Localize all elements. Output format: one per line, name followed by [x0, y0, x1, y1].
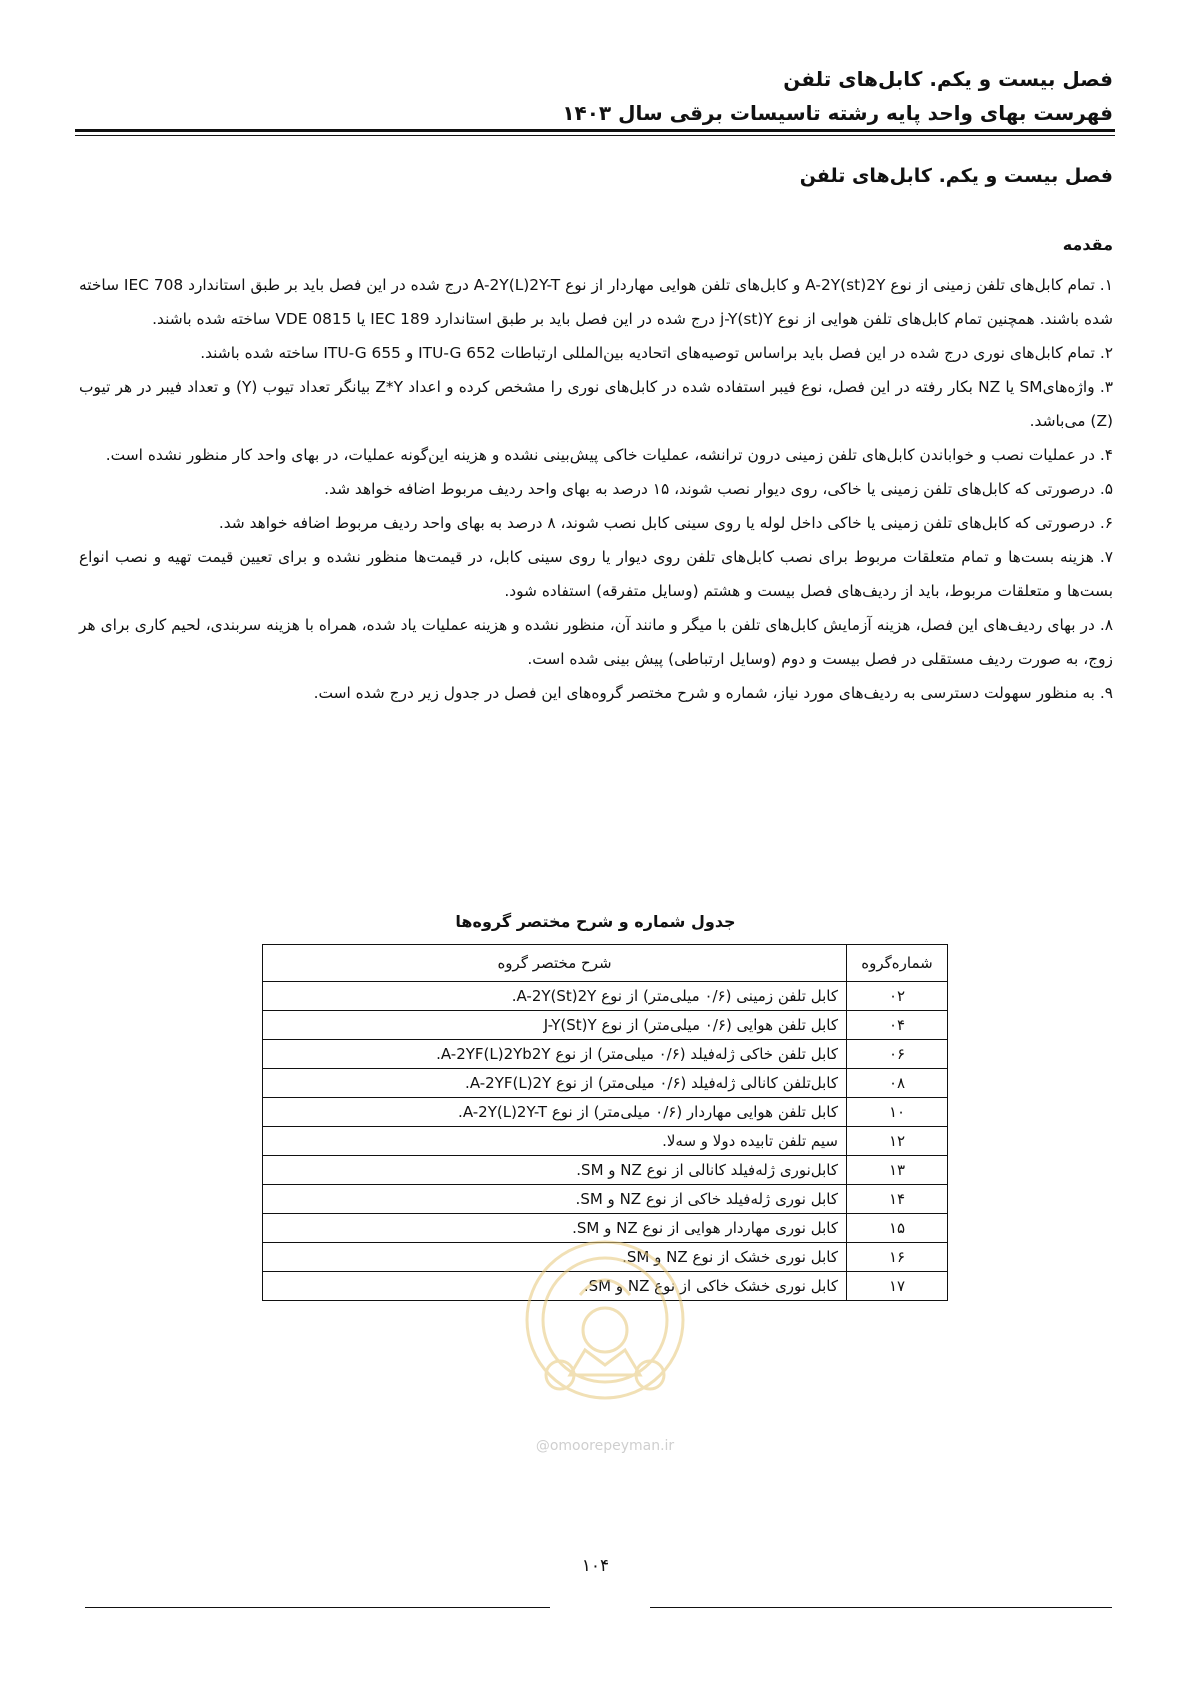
group-description: کابل تلفن خاکی ژله‌فیلد (۰/۶ میلی‌متر) از نوع A-2YF(L)2Yb2Y. [263, 1040, 847, 1069]
group-number: ۱۵ [847, 1214, 948, 1243]
paragraph-2: ۲. تمام کابل‌های نوری درج شده در این فصل باید براساس توصیه‌های اتحادیه بین‌المللی ارتباطات ITU-G 652 و ITU-G 655 ساخته شده باشند. [200, 344, 1113, 362]
header-rule-thick [75, 129, 1115, 132]
table-row [263, 982, 948, 1011]
group-description: کابل نوری ژله‌فیلد خاکی از نوع NZ و SM. [263, 1185, 847, 1214]
group-number: ۱۴ [847, 1185, 948, 1214]
table-row [263, 1185, 948, 1214]
group-number: ۰۲ [847, 982, 948, 1011]
group-description: کابل‌نوری ژله‌فیلد کانالی از نوع NZ و SM. [263, 1156, 847, 1185]
group-description: کابل تلفن هوایی (۰/۶ میلی‌متر) از نوع J-Y(St)Y [263, 1011, 847, 1040]
group-number: ۱۷ [847, 1272, 948, 1301]
paragraph-4: ۴. در عملیات نصب و خواباندن کابل‌های تلفن زمینی درون ترانشه، عملیات خاکی پیش‌بینی نشده و هزینه این‌گونه عملیات، در بهای واحد کار منظور نشده است. [105, 446, 1113, 464]
footer-rule-right [650, 1607, 1112, 1608]
table-row [263, 1040, 948, 1069]
group-description: کابل تلفن زمینی (۰/۶ میلی‌متر) از نوع A-2Y(St)2Y. [263, 982, 847, 1011]
table-row [263, 1272, 948, 1301]
paragraph-6: ۶. درصورتی که کابل‌های تلفن زمینی یا خاکی داخل لوله یا روی سینی کابل نصب شوند، ۸ درصد به بهای واحد ردیف مربوط اضافه خواهد شد. [218, 514, 1113, 532]
table-row [263, 1098, 948, 1127]
group-number: ۱۶ [847, 1243, 948, 1272]
group-number: ۰۶ [847, 1040, 948, 1069]
page-number: ۱۰۴ [581, 1556, 610, 1576]
group-description: کابل‌تلفن کانالی ژله‌فیلد (۰/۶ میلی‌متر) از نوع A-2YF(L)2Y. [263, 1069, 847, 1098]
table-row [263, 1127, 948, 1156]
header-rule-thin [75, 135, 1115, 136]
group-number: ۱۳ [847, 1156, 948, 1185]
group-description: کابل تلفن هوایی مهاردار (۰/۶ میلی‌متر) از نوع A-2Y(L)2Y-T. [263, 1098, 847, 1127]
watermark-text: @omoorepeyman.ir [535, 1438, 675, 1454]
paragraph-9: ۹. به منظور سهولت دسترسی به ردیف‌های مورد نیاز، شماره و شرح مختصر گروه‌های این فصل در جدول زیر درج شده است. [313, 684, 1113, 702]
group-description: کابل نوری خشک از نوع NZ و SM. [263, 1243, 847, 1272]
groups-table [262, 944, 948, 1301]
paragraph-8: ۸. در بهای ردیف‌های این فصل، هزینه آزمایش کابل‌های تلفن با میگر و مانند آن، منظور نشده و هزینه عملیات یاد شده، همراه با هزینه سربندی، لحیم کاری برای هر زوج، به صورت ردیف مستقلی در فصل بیست و دوم (وسایل ارتباطی) پیش بینی شده است. [79, 616, 1113, 668]
table-row [263, 1069, 948, 1098]
group-number: ۱۲ [847, 1127, 948, 1156]
table-row [263, 1243, 948, 1272]
table-header-row [263, 945, 948, 982]
group-description: کابل نوری مهاردار هوایی از نوع NZ و SM. [263, 1214, 847, 1243]
paragraph-7: ۷. هزینه بست‌ها و تمام متعلقات مربوط برای نصب کابل‌های تلفن روی دیوار یا روی سینی کابل، در قیمت‌ها منظور نشده و برای تعیین قیمت تهیه و نصب انواع بست‌ها و متعلقات مربوط، باید از ردیف‌های فصل بیست و هشتم (وسایل متفرقه) استفاده شود. [79, 548, 1113, 600]
table-row [263, 1156, 948, 1185]
footer-rule-left [85, 1607, 550, 1608]
chapter-title: فصل بیست و یکم. کابل‌های تلفن [799, 165, 1113, 187]
table-title: جدول شماره و شرح مختصر گروه‌ها [455, 912, 736, 931]
group-number: ۰۴ [847, 1011, 948, 1040]
column-header-description: شرح مختصر گروه [263, 945, 847, 982]
header-chapter-line: فصل بیست و یکم. کابل‌های تلفن [783, 67, 1113, 91]
group-description: کابل نوری خشک خاکی از نوع NZ و SM. [263, 1272, 847, 1301]
column-header-number: شماره‌گروه [847, 945, 948, 982]
intro-body [79, 268, 1113, 710]
group-number: ۱۰ [847, 1098, 948, 1127]
paragraph-3: ۳. واژه‌هایSM یا NZ بکار رفته در این فصل، نوع فیبر استفاده شده در کابل‌های نوری را مشخص کرده و اعداد Z*Y بیانگر تعداد تیوب (Y) و تعداد فیبر در هر تیوب (Z) می‌باشد. [79, 378, 1114, 430]
group-number: ۰۸ [847, 1069, 948, 1098]
intro-heading: مقدمه [1062, 235, 1113, 254]
table-row [263, 1214, 948, 1243]
paragraph-1: ۱. تمام کابل‌های تلفن زمینی از نوع A-2Y(st)2Y و کابل‌های تلفن هوایی مهاردار از نوع A-2Y(L)2Y-T درج شده در این فصل باید بر طبق استاندارد IEC 708 ساخته شده باشند. همچنین تمام کابل‌های تلفن هوایی از نوع j-Y(st)Y درج شده در این فصل باید بر طبق استاندارد IEC 189 یا VDE 0815 ساخته شده باشند. [79, 276, 1113, 328]
group-description: سیم تلفن تابیده دولا و سه‌لا. [263, 1127, 847, 1156]
header-book-line: فهرست بهای واحد پایه رشته تاسیسات برقی سال ۱۴۰۳ [562, 101, 1113, 125]
running-header [83, 62, 1113, 130]
paragraph-5: ۵. درصورتی که کابل‌های تلفن زمینی یا خاکی، روی دیوار نصب شوند، ۱۵ درصد به بهای واحد ردیف مربوط اضافه خواهد شد. [324, 480, 1113, 498]
table-row [263, 1011, 948, 1040]
